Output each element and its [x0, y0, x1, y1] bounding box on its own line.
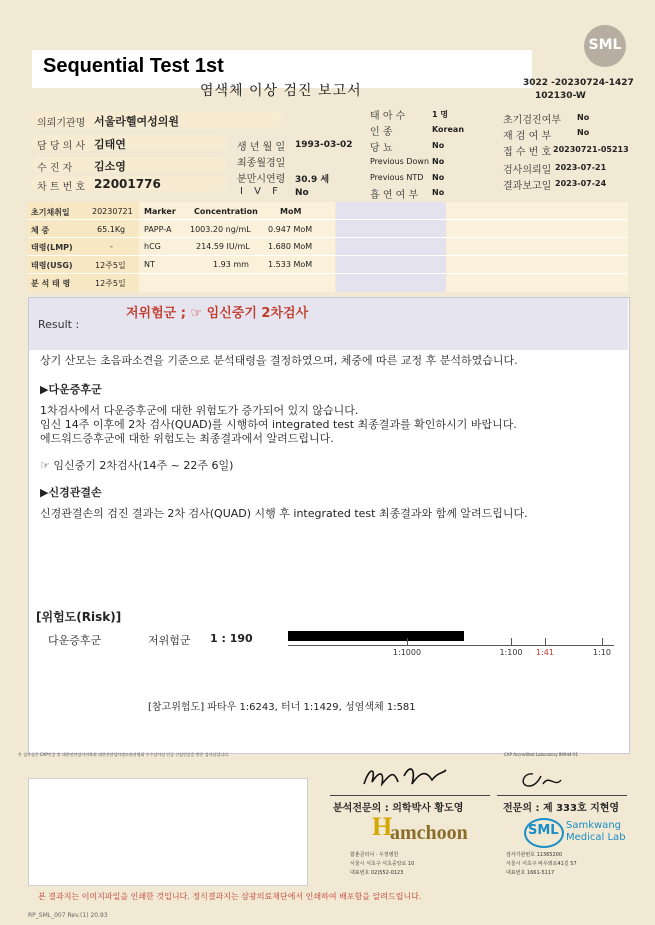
prev-ntd-label: Previous NTD — [370, 173, 424, 182]
sample-date-value: 20230721 — [92, 207, 133, 216]
ga-usg-label: 태령(USG) — [31, 261, 73, 270]
risk-condition: 다운증후군 — [48, 634, 102, 647]
prev-down-value: No — [432, 157, 445, 166]
first-exam-label: 초기검진여부 — [503, 115, 561, 126]
ivf-label: I V F — [240, 186, 282, 197]
sml-logo-text: SML — [588, 37, 622, 53]
risk-tick — [545, 638, 546, 646]
mom-header: MoM — [280, 207, 302, 216]
marker-mom: 0.947 MoM — [268, 225, 313, 234]
report-subtitle: 염색체 이상 검진 보고서 — [200, 83, 362, 99]
marker-name: PAPP-A — [144, 225, 172, 234]
marker-mom: 1.533 MoM — [268, 260, 313, 269]
down-heading: ▶다운증후군 — [40, 383, 102, 396]
patient-value: 김소영 — [94, 160, 126, 173]
risk-tick-label: 1:100 — [499, 648, 523, 657]
signature-2 — [515, 768, 565, 792]
ntd-heading: ▶신경관결손 — [40, 486, 102, 499]
birthdate-label: 생 년 월 일 — [237, 142, 286, 153]
smoke-label: 흡 연 여 부 — [370, 190, 419, 201]
report-title: Sequential Test 1st — [43, 55, 224, 77]
risk-axis-line — [288, 645, 614, 646]
risk-level: 저위험군 — [148, 634, 191, 647]
samkwang-line: 검사기관번호 11365200 — [506, 852, 563, 858]
sig2-title: 전문의 : 제 333호 지현영 — [503, 803, 620, 814]
age-label: 분만시연령 — [237, 174, 286, 185]
marker-header: Marker — [144, 207, 176, 216]
diabetes-label: 당 뇨 — [370, 143, 393, 154]
risk-tick — [407, 638, 408, 646]
org-value: 서울라헬여성의원 — [94, 115, 180, 128]
risk-tick-label: 1:1000 — [392, 648, 422, 657]
request-date-label: 검사의뢰일 — [503, 165, 552, 176]
samkwang-line: 대표번호 1661-5117 — [506, 870, 555, 876]
retest-value: No — [577, 128, 590, 137]
weight-value: 65.1Kg — [97, 225, 126, 234]
org-label: 의뢰기관명 — [37, 118, 86, 129]
cap-note-right: CAP Accredited Laboratory 89944-01 — [504, 752, 579, 757]
samkwang-sub: Medical Lab — [566, 832, 626, 843]
ga-usg-value: 12주5일 — [95, 261, 126, 270]
chart-label: 차 트 번 호 — [37, 182, 86, 193]
analysis-ga-value: 12주5일 — [95, 279, 126, 288]
samkwang-name: Samkwang — [566, 820, 621, 831]
sig1-title: 분석전문의 : 의학박사 황도영 — [333, 803, 464, 814]
race-value: Korean — [432, 125, 465, 134]
signature-1 — [360, 762, 450, 792]
marker-mom: 1.680 MoM — [268, 242, 313, 251]
prev-down-label: Previous Down — [370, 157, 430, 166]
request-date-value: 2023-07-21 — [555, 163, 607, 172]
risk-ratio: 1 : 190 — [210, 632, 253, 645]
cap-note-left: 본 검사실은 CAP인증 및 대한진단검사의학회 대한진단검사정도관리협회 우수검사실 인증 신임인증을 받은 검사실입니다. — [18, 752, 230, 757]
doctor-label: 담 당 의 사 — [37, 141, 86, 152]
ga-lmp-label: 태령(LMP) — [31, 243, 73, 252]
race-label: 인 종 — [370, 127, 393, 138]
risk-bar — [288, 631, 464, 641]
fetus-label: 태 아 수 — [370, 111, 406, 122]
birthdate-value: 1993-03-02 — [295, 140, 353, 150]
result-label: Result : — [38, 318, 80, 331]
comment-box — [28, 778, 308, 886]
bottom-note: 본 결과지는 이미지파일을 인쇄한 것입니다. 정식결과지는 삼광의료재단에서 인쇄하여 배포함을 알려드립니다. — [38, 892, 422, 901]
hamchoon-logo-text: amchoon — [390, 822, 468, 844]
form-code: RP_SML_007 Rev.(1) 20.93 — [28, 912, 108, 919]
receipt-value: 20230721-05213 — [553, 145, 629, 154]
prev-ntd-value: No — [432, 173, 445, 182]
risk-tick-label: 1:10 — [593, 648, 611, 657]
smoke-value: No — [432, 188, 445, 197]
report-code-2: 102130-W — [535, 91, 586, 101]
report-date-value: 2023-07-24 — [555, 179, 607, 188]
risk-tick-label: 1:41 — [536, 648, 554, 657]
hamchoon-line: 함춘클리닉 · 우정병원 — [350, 852, 399, 858]
sample-date-label: 초기채취일 — [31, 208, 70, 217]
sig-line — [497, 795, 627, 796]
ga-lmp-value: - — [110, 242, 113, 251]
retest-label: 재 검 여 부 — [503, 131, 552, 142]
next-test-note: ☞ 임신중기 2차검사(14주 ~ 22주 6일) — [40, 459, 234, 472]
hamchoon-line: 대표번호 02)552-0123 — [350, 870, 404, 876]
result-header — [29, 298, 628, 350]
first-exam-value: No — [577, 113, 590, 122]
ntd-line: 신경관결손의 검진 결과는 2차 검사(QUAD) 시행 후 integrated test 최종결과와 함께 알려드립니다. — [40, 507, 528, 520]
age-value: 30.9 세 — [295, 175, 330, 185]
report-date-label: 결과보고일 — [503, 181, 552, 192]
diabetes-value: No — [432, 141, 445, 150]
lmp-label: 최종월경일 — [237, 158, 286, 169]
risk-heading: [위험도(Risk)] — [36, 610, 122, 624]
concentration-header: Concentration — [194, 207, 258, 216]
down-line: 1차검사에서 다운증후군에 대한 위험도가 증가되어 있지 않습니다. — [40, 404, 359, 417]
hamchoon-line: 서울시 서초구 서초중앙로 10 — [350, 861, 415, 867]
chart-value: 22001776 — [94, 177, 161, 191]
risk-tick — [602, 638, 603, 646]
marker-conc: 214.59 IU/mL — [196, 242, 250, 251]
ivf-value: No — [295, 188, 309, 198]
doctor-value: 김태연 — [94, 138, 126, 151]
down-line: 에드워드증후군에 대한 위험도는 최종결과에서 알려드립니다. — [40, 432, 334, 445]
risk-scale — [288, 628, 614, 668]
marker-conc: 1.93 mm — [213, 260, 249, 269]
risk-tick — [511, 638, 512, 646]
samkwang-line: 서울시 서초구 바우뫼로41길 57 — [506, 861, 577, 867]
samkwang-logo-text: SML — [528, 823, 559, 838]
result-intro: 상기 산모는 초음파소견을 기준으로 분석태령을 결정하였으며, 체중에 따른 교정 후 분석하였습니다. — [40, 354, 518, 367]
marker-conc: 1003.20 ng/mL — [190, 225, 251, 234]
marker-name: NT — [144, 260, 155, 269]
weight-label: 체 중 — [31, 226, 50, 235]
receipt-label: 접 수 번 호 — [503, 147, 552, 158]
sig-line — [330, 795, 490, 796]
down-line: 임신 14주 이후에 2차 검사(QUAD)를 시행하여 integrated test 최종결과를 확인하시기 바랍니다. — [40, 418, 517, 431]
report-code-1: 3022 -20230724-1427 — [523, 78, 634, 88]
fetus-value: 1 명 — [432, 110, 449, 119]
hamchoon-logo-mark: H — [372, 812, 393, 841]
patient-label: 수 진 자 — [37, 163, 73, 174]
result-summary: 저위험군 ; ☞ 임신중기 2차검사 — [126, 306, 309, 321]
marker-name: hCG — [144, 242, 161, 251]
reference-risk: [참고위험도] 파타우 1:6243, 터너 1:1429, 성염색체 1:581 — [148, 702, 416, 713]
analysis-ga-label: 분 석 태 령 — [31, 279, 71, 288]
